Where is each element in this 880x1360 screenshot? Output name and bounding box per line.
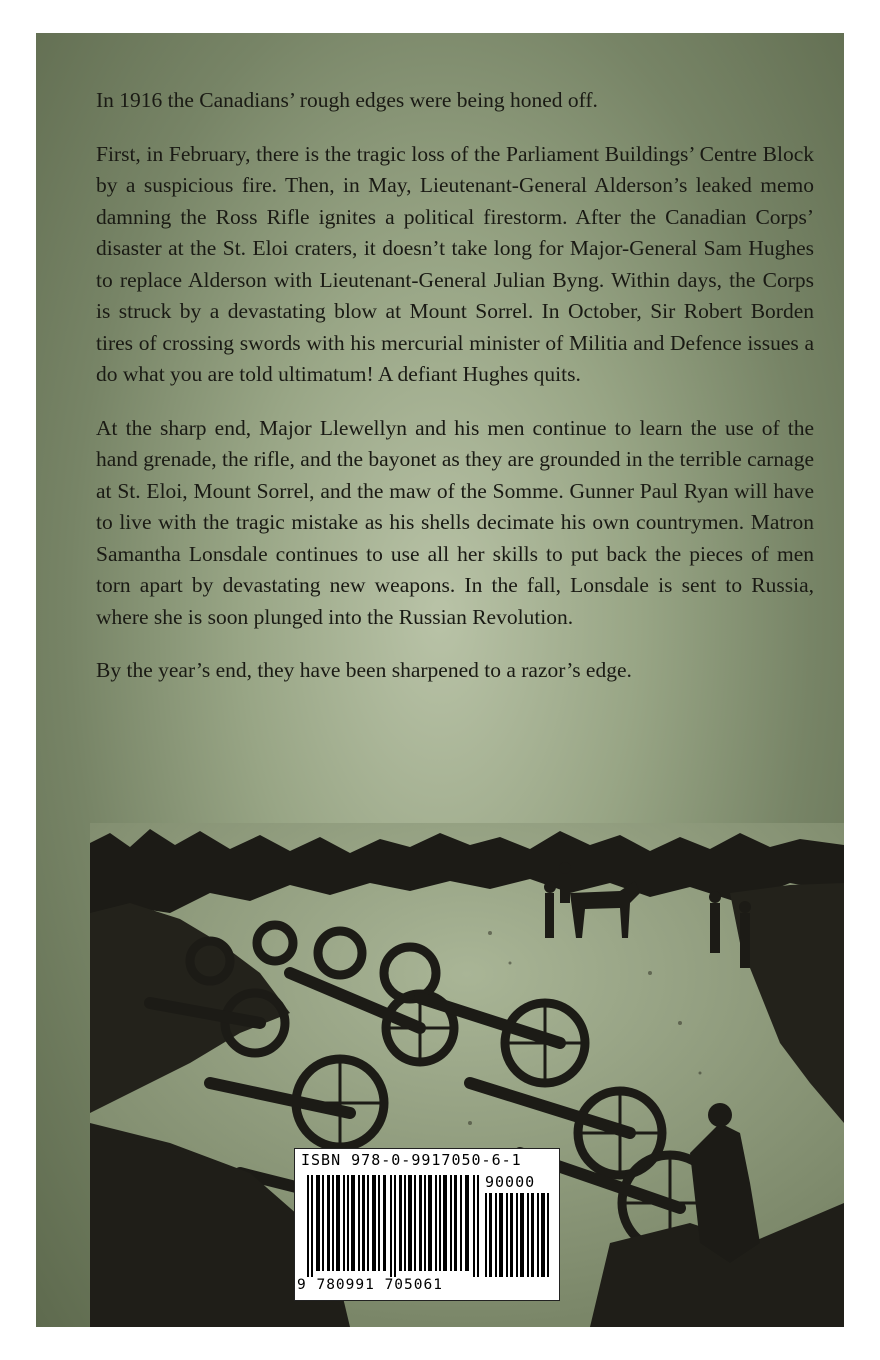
isbn-label: ISBN 978-0-9917050-6-1 (301, 1151, 522, 1169)
blurb-paragraph-4: By the year’s end, they have been sharpened to a razor’s edge. (96, 658, 632, 682)
blurb-paragraph-1: In 1916 the Canadians’ rough edges were being honed off. (96, 88, 598, 112)
blurb-text (96, 85, 814, 709)
isbn-barcode (294, 1148, 560, 1301)
addon-barcode-bars-icon (485, 1193, 549, 1277)
isbn-barcode-digits: 9 780991 705061 (297, 1277, 443, 1293)
blurb-paragraph-2: First, in February, there is the tragic loss of the Parliament Buildings’ Centre Block by a suspicious fire. Then, in May, Lieutenant-General Alderson’s leaked memo damning the Ross Rifle ignites a political firestorm. After the Canadian Corps’ disaster at the St. Eloi craters, it doesn’t take long for Major-General Sam Hughes to replace Alderson with Lieutenant-General Julian Byng. Within days, the Corps is struck by a devastating blow at Mount Sorrel. In October, Sir Robert Borden tires of crossing swords with his mercurial minister of Militia and Defence issues a do what you are told ultimatum! A defiant Hughes quits. (96, 141, 814, 386)
isbn-addon-price: 90000 (485, 1173, 536, 1191)
barcode-bars-icon (307, 1175, 479, 1277)
back-cover (36, 33, 844, 1327)
blurb-paragraph-3: At the sharp end, Major Llewellyn and his men continue to learn the use of the hand grenade, the rifle, and the bayonet as they are grounded in the terrible carnage at St. Eloi, Mount Sorrel, and the maw of the Somme. Gunner Paul Ryan will have to live with the tragic mistake as his shells decimate his own countrymen. Matron Samantha Lonsdale continues to use all her skills to put back the pieces of men torn apart by devastating new weapons. In the fall, Lonsdale is sent to Russia, where she is soon plunged into the Russian Revolution. (96, 415, 814, 629)
